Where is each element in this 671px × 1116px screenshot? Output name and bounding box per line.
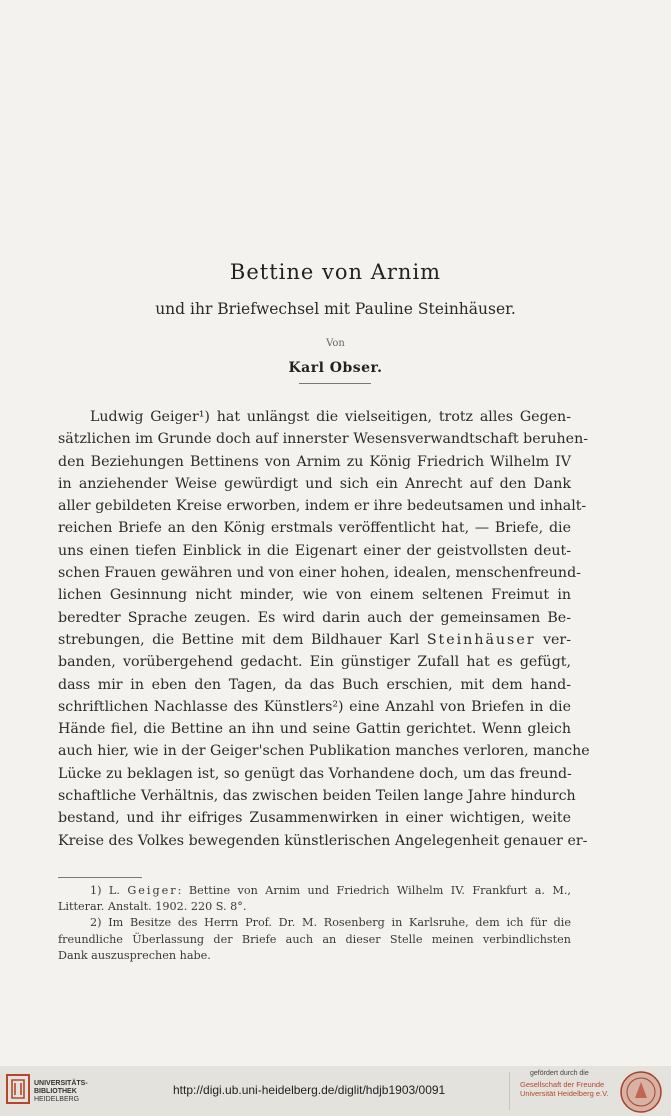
title-divider bbox=[299, 383, 371, 384]
society-name: Gesellschaft der Freunde Universität Heidelberg e.V. bbox=[520, 1080, 609, 1098]
permalink-url[interactable]: http://digi.ub.uni-heidelberg.de/diglit/hdjb1903/0091 bbox=[173, 1083, 446, 1097]
byline-von: Von bbox=[326, 338, 345, 349]
footnote-author: Geiger bbox=[127, 884, 178, 897]
library-logo-icon bbox=[6, 1074, 30, 1104]
body-line: reichen Briefe an den König erstmals veröffentlicht hat, — Briefe, die bbox=[58, 520, 571, 537]
footnote-divider bbox=[58, 877, 142, 878]
body-line: aller gebildeten Kreise erworben, indem er ihre bedeutsamen und inhalt- bbox=[58, 498, 587, 515]
body-line: schen Frauen gewähren und von einer hohen, idealen, menschenfreund- bbox=[58, 565, 581, 582]
body-text bbox=[58, 406, 590, 852]
library-name: UNIVERSITÄTS- BIBLIOTHEK HEIDELBERG bbox=[34, 1080, 88, 1103]
body-line: auch hier, wie in der Geiger'schen Publikation manches verloren, manche bbox=[58, 743, 590, 760]
digitization-footer bbox=[0, 1066, 671, 1116]
body-line: sätzlichen im Grunde doch auf innerster Wesensverwandtschaft beruhen- bbox=[58, 431, 589, 448]
footnote-1 bbox=[58, 883, 571, 899]
footnote-marker: 1) L. bbox=[90, 884, 120, 897]
article-subtitle: und ihr Briefwechsel mit Pauline Steinhäuser. bbox=[155, 300, 516, 318]
footer-divider bbox=[509, 1072, 510, 1110]
funded-by-label: gefördert durch die bbox=[530, 1070, 589, 1077]
body-line: schriftlichen Nachlasse des Künstlers²) eine Anzahl von Briefen in die bbox=[58, 698, 571, 715]
article-title: Bettine von Arnim bbox=[229, 260, 442, 284]
footnotes bbox=[58, 883, 571, 964]
body-line: dass mir in eben den Tagen, da das Buch erschien, mit dem hand- bbox=[58, 676, 571, 693]
footnote-2: 2) Im Besitze des Herrn Prof. Dr. M. Rosenberg in Karlsruhe, dem ich für die bbox=[90, 916, 571, 930]
body-line bbox=[58, 629, 571, 651]
body-line: banden, vorübergehend gedacht. Ein günstiger Zufall hat es gefügt, bbox=[58, 654, 571, 671]
footnote-2-end: Dank auszusprechen habe. bbox=[58, 948, 211, 962]
body-line: bestand, und ihr eifriges Zusammenwirken in einer wichtigen, weite bbox=[58, 810, 571, 827]
body-line: lichen Gesinnung nicht minder, wie von einem seltenen Freimut in bbox=[58, 587, 571, 604]
body-line: schaftliche Verhältnis, das zwischen beiden Teilen lange Jahre hindurch bbox=[58, 788, 576, 805]
body-line: Hände fiel, die Bettine an ihn und seine Gattin gerichtet. Wenn gleich bbox=[58, 721, 571, 738]
body-line: Kreise des Volkes bewegenden künstlerischen Angelegenheit genauer er- bbox=[58, 832, 588, 849]
body-segment: strebungen, die Bettine mit dem Bildhauer Karl bbox=[58, 631, 420, 648]
university-seal-icon bbox=[619, 1070, 663, 1114]
body-line: in anziehender Weise gewürdigt und sich ein Anrecht auf den Dank bbox=[58, 475, 571, 492]
body-line: den Beziehungen Bettinens von Arnim zu König Friedrich Wilhelm IV bbox=[58, 453, 571, 470]
body-line: Lücke zu beklagen ist, so genügt das Vorhandene doch, um das freund- bbox=[58, 765, 572, 782]
spaced-name-steinhaeuser: Steinhäuser bbox=[426, 631, 536, 648]
body-segment: ver- bbox=[543, 631, 571, 648]
body-line: beredter Sprache zeugen. Es wird darin auch der gemeinsamen Be- bbox=[58, 609, 571, 626]
footnote-2-cont: freundliche Überlassung der Briefe auch an dieser Stelle meinen verbindlichsten bbox=[58, 932, 571, 946]
footnote-1-cont: Litterar. Anstalt. 1902. 220 S. 8°. bbox=[58, 900, 247, 914]
body-line: uns einen tiefen Einblick in die Eigenart einer der geistvollsten deut- bbox=[58, 542, 571, 559]
footnote-text: : Bettine von Arnim und Friedrich Wilhelm IV. Frankfurt a. M., bbox=[177, 884, 571, 897]
author-name: Karl Obser. bbox=[288, 360, 383, 376]
body-line: Ludwig Geiger¹) hat unlängst die vielseitigen, trotz alles Gegen- bbox=[90, 409, 571, 425]
